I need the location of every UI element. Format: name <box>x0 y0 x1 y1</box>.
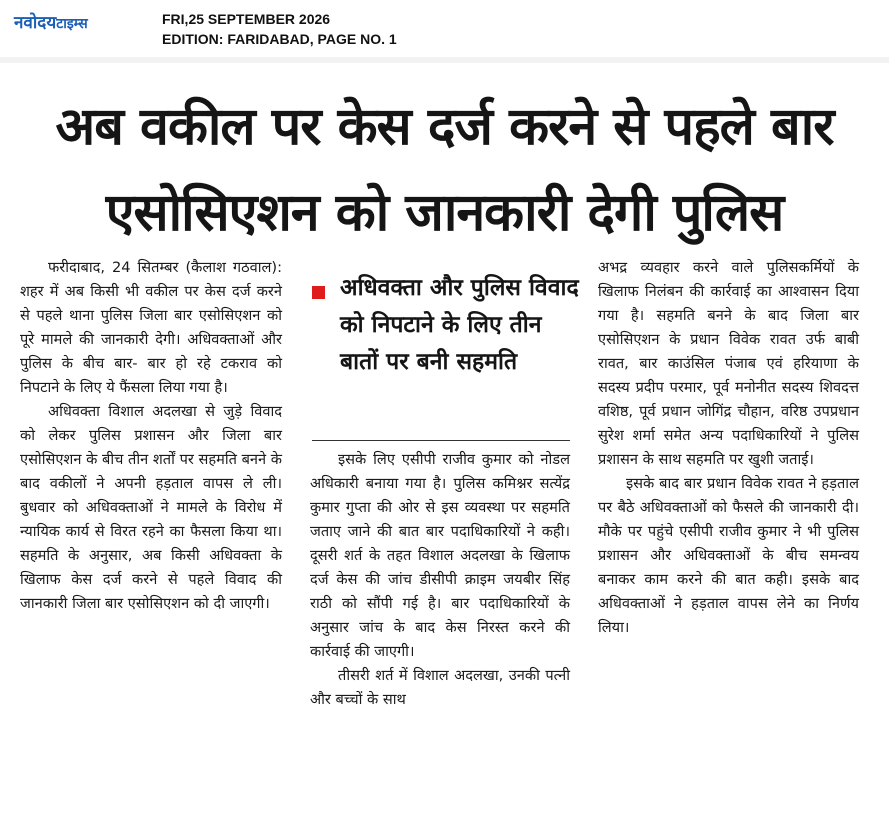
date-line: FRI,25 SEPTEMBER 2026 <box>162 11 331 27</box>
column-2-paragraph-2: तीसरी शर्त में विशाल अदलखा, उनकी पत्नी और बच्चों के साथ <box>310 667 570 708</box>
edition-line: EDITION: FARIDABAD, PAGE NO. 1 <box>162 31 397 47</box>
article-column-3 <box>598 256 859 640</box>
newspaper-logo <box>14 10 88 33</box>
column-1-paragraph-1: फरीदाबाद, 24 सितम्बर (कैलाश गठवाल): शहर में अब किसी भी वकील पर केस दर्ज करने से पहले थाना पुलिस जिला बार एसोसिएशन को पूरे मामले की जानकारी देगी। अधिवक्ताओं और पुलिस के बीच बार- बार हो रहे टकराव को निपटाने के लिए ये फैंसला लिया गया है। <box>20 259 282 396</box>
column-3-paragraph-1: अभद्र व्यवहार करने वाले पुलिसकर्मियों के खिलाफ निलंबन की कार्रवाई का आश्वासन दिया गया है। सहमति बनने के बाद जिला बार एसोसिएशन के प्रधान विवेक रावत उर्फ बाबी रावत, बार काउंसिल पंजाब एवं हरियाणा के सदस्य प्रदीप परमार, पूर्व मनोनीत सदस्य शिवदत्त वशिष्ठ, पूर्व प्रधान जोगिंद्र चौहान, वरिष्ठ उपप्रधान सुरेश शर्मा समेत अन्य पदाधिकारियों ने पुलिस प्रशासन के साथ सहमति पर खुशी जताई। <box>598 259 859 468</box>
column-1-paragraph-2: अधिवक्ता विशाल अदलखा से जुड़े विवाद को लेकर पुलिस प्रशासन और जिला बार एसोसिएशन के बीच तीन शर्तों पर सहमति बनने के बाद वकीलों ने अपनी हड़ताल वापस ले ली। बुधवार को अधिवक्ताओं ने मामले के विरोध में न्यायिक कार्य से विरत रहने का फैसला किया था।सहमति के अनुसार, अब किसी अधिवक्ता के खिलाफ केस दर्ज करने से पहले विवाद की जानकारी जिला बार एसोसिएशन को दी जाएगी। <box>20 403 282 612</box>
masthead-divider <box>0 57 889 63</box>
column-2-paragraph-1: इसके लिए एसीपी राजीव कुमार को नोडल अधिकारी बनाया गया है। पुलिस कमिश्नर सत्येंद्र कुमार गुप्ता की ओर से इस व्यवस्था पर सहमति जताए जाने की बात बार पदाधिकारियों ने कही। दूसरी शर्त के तहत विशाल अदलखा के खिलाफ दर्ज केस की जांच डीसीपी क्राइम जयबीर सिंह राठी को सौंपी गई है। बार पदाधिकारियों के अनुसार जांच के बाद केस निरस्त करने की कार्रवाई की जाएगी। <box>310 451 570 660</box>
logo-sub: टाइम्स <box>56 16 88 32</box>
red-square-bullet-icon <box>312 286 325 299</box>
headline-line-2: एसोसिएशन को जानकारी देगी पुलिस <box>105 183 784 243</box>
subheadline-rule <box>312 440 570 441</box>
article-column-2 <box>310 448 570 712</box>
headline <box>0 84 889 256</box>
subheadline: अधिवक्ता और पुलिस विवाद को निपटाने के लिए तीन बातों पर बनी सहमति <box>340 275 579 375</box>
column-3-paragraph-2: इसके बाद बार प्रधान विवेक रावत ने हड़ताल पर बैठे अधिवक्ताओं को फैसले की जानकारी दी। मौके पर पहुंचे एसीपी राजीव कुमार ने भी पुलिस प्रशासन और अधिवक्ताओं के बीच समन्वय बनाकर काम करने की बात कही। इसके बाद अधिवक्ताओं ने हड़ताल वापस लेने का निर्णय लिया। <box>598 475 859 636</box>
masthead-bar <box>0 0 889 56</box>
logo-main: नवोदय <box>14 13 57 33</box>
article-column-1 <box>20 256 282 616</box>
headline-line-1: अब वकील पर केस दर्ज करने से पहले बार <box>55 97 834 157</box>
edition-info <box>162 9 397 49</box>
